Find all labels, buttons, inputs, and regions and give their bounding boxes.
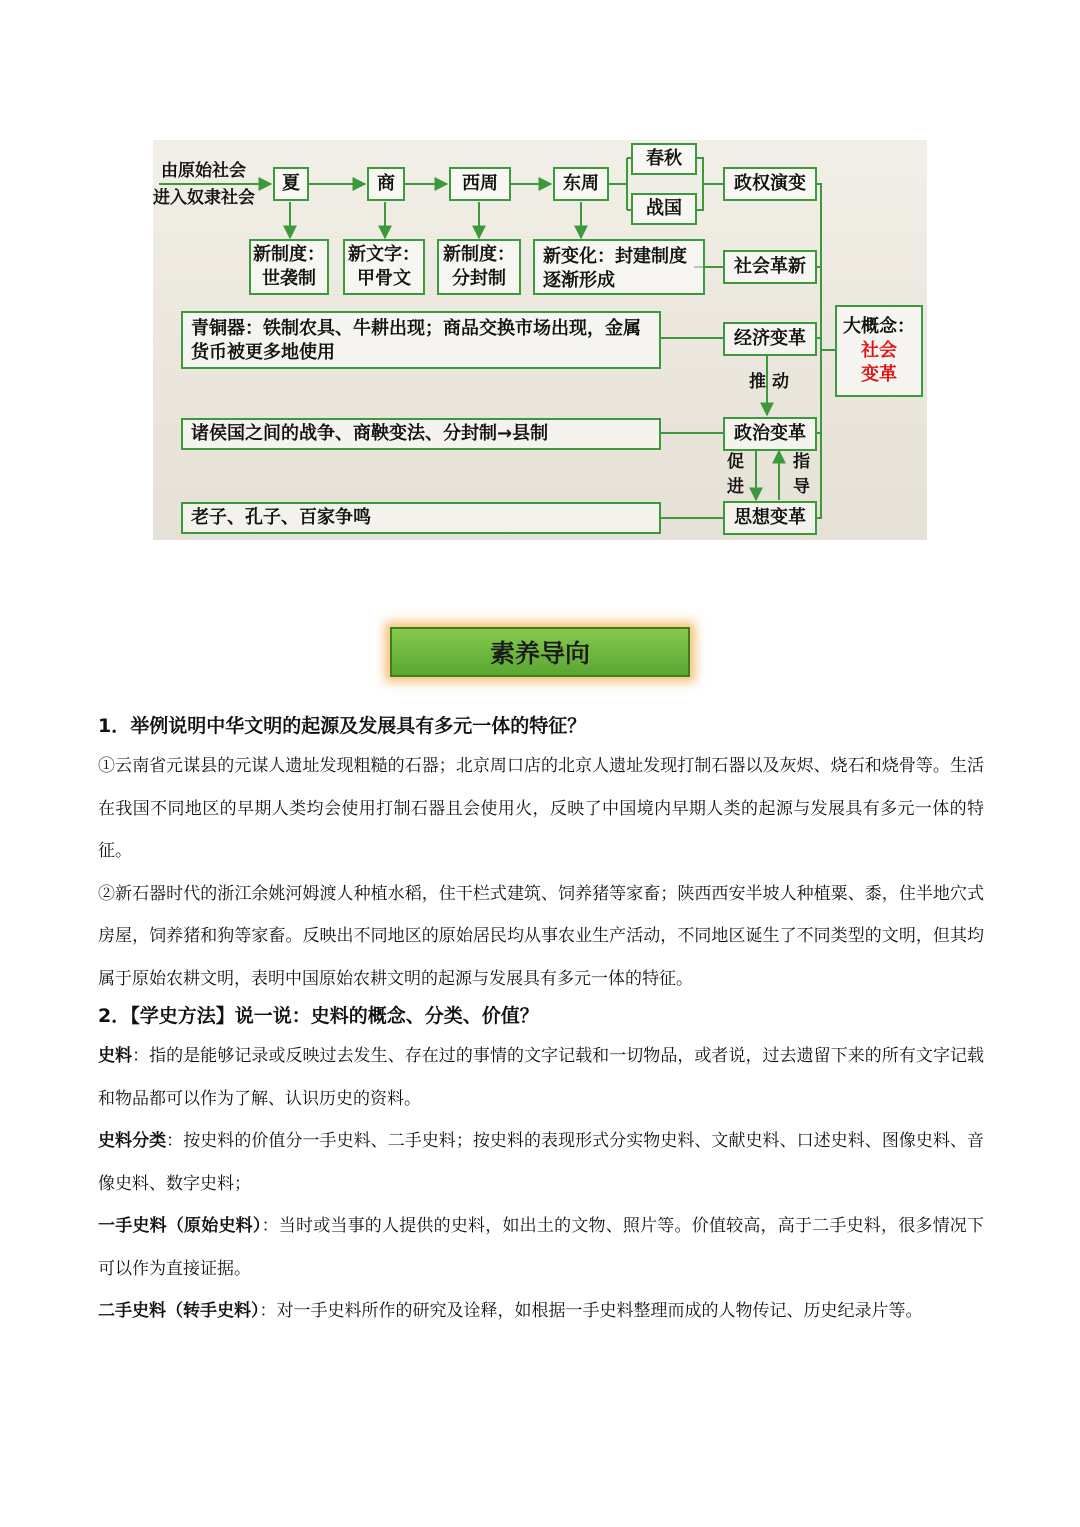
question-2-title: 2．【学史方法】说一说：史料的概念、分类、价值？ <box>98 1005 539 1027</box>
theme-thought-change: 思想变革 <box>723 501 817 535</box>
change-label: 新制度： <box>443 244 515 265</box>
term-separator: ： <box>132 1046 150 1066</box>
theme-political-change: 政治变革 <box>723 417 817 451</box>
big-concept-box <box>835 305 923 397</box>
term-separator: ： <box>261 1216 279 1236</box>
theme-regime-evolution: 政权演变 <box>723 167 817 201</box>
period-zhanguo: 战国 <box>631 193 697 225</box>
big-concept-value-1: 社会 <box>861 340 897 361</box>
start-label-line1: 由原始社会 <box>161 161 246 181</box>
bracket-right <box>697 158 723 210</box>
definition-paragraph <box>98 1290 984 1333</box>
promote-label-1: 促 <box>727 452 744 472</box>
big-concept-value-2: 变革 <box>861 364 897 385</box>
economy-text-box: 青铜器：铁制农具、牛耕出现；商品交换市场出现，金属货币被更多地使用 <box>181 311 661 369</box>
term-text: 当时或当事的人提供的史料，如出土的文物、照片等。价值较高，高于二手史料，很多情况下可以作为直接证据。 <box>98 1216 985 1279</box>
change-label: 新文字： <box>348 244 420 265</box>
dynasty-shang: 商 <box>367 167 405 201</box>
guide-label-1: 指 <box>793 452 810 472</box>
term-label: 史料 <box>98 1046 133 1066</box>
dynasty-xizhou: 西周 <box>449 167 511 201</box>
definition-paragraph <box>98 1205 984 1290</box>
bracket-left <box>609 158 631 210</box>
change-value: 逐渐形成 <box>543 270 615 291</box>
question-1-title: 1．举例说明中华文明的起源及发展具有多元一体的特征？ <box>98 715 587 737</box>
change-value: 甲骨文 <box>357 268 411 289</box>
change-box-xia <box>249 239 329 295</box>
definition-paragraph <box>98 1035 984 1120</box>
change-box-dongzhou <box>533 239 705 295</box>
change-value: 分封制 <box>452 268 506 289</box>
guide-label-2: 导 <box>793 477 810 497</box>
section-title-badge: 素养导向 <box>390 627 690 677</box>
term-label: 二手史料（转手史料） <box>98 1301 260 1321</box>
term-separator: ： <box>259 1301 277 1321</box>
change-label: 新变化：封建制度 <box>543 246 687 267</box>
bracket-big-concept <box>817 184 821 518</box>
politics-text-box: 诸侯国之间的战争、商鞅变法、分封制→县制 <box>181 418 661 450</box>
term-text: 按史料的价值分一手史料、二手史料；按史料的表现形式分实物史料、文献史料、口述史料、图像史料、音像史料、数字史料； <box>98 1131 985 1194</box>
term-text: 指的是能够记录或反映过去发生、存在过的事情的文字记载和一切物品，或者说，过去遗留下来的所有文字记载和物品都可以作为了解、认识历史的资料。 <box>98 1046 985 1109</box>
definition-paragraph <box>98 1120 984 1205</box>
change-box-shang <box>343 239 425 295</box>
dynasty-xia: 夏 <box>273 167 309 201</box>
dynasty-dongzhou: 东周 <box>553 167 609 201</box>
period-chunqiu: 春秋 <box>631 143 697 175</box>
thought-text-box: 老子、孔子、百家争鸣 <box>181 502 661 534</box>
change-box-xizhou <box>437 239 521 295</box>
big-concept-label: 大概念： <box>843 316 915 337</box>
question-1-paragraph-1: ①云南省元谋县的元谋人遗址发现粗糙的石器；北京周口店的北京人遗址发现打制石器以及灰烬、烧石和烧骨等。生活在我国不同地区的早期人类均会使用打制石器且会使用火，反映了中国境内早期人类的起源与发展具有多元一体的特征。 <box>98 756 984 861</box>
start-label-line2: 进入奴隶社会 <box>153 188 255 208</box>
term-text: 对一手史料所作的研究及诠释，如根据一手史料整理而成的人物传记、历史纪录片等。 <box>276 1301 923 1321</box>
content-body <box>98 712 984 1333</box>
term-label: 史料分类 <box>98 1131 167 1151</box>
theme-social-reform: 社会革新 <box>723 250 817 284</box>
change-value: 世袭制 <box>262 268 316 289</box>
concept-map-diagram <box>153 140 927 540</box>
term-separator: ： <box>166 1131 184 1151</box>
promote-label-2: 进 <box>727 477 744 497</box>
theme-economic-change: 经济变革 <box>723 322 817 356</box>
question-1-paragraph-2: ②新石器时代的浙江余姚河姆渡人种植水稻，住干栏式建筑、饲养猪等家畜；陕西西安半坡人种植粟、黍，住半地穴式房屋，饲养猪和狗等家畜。反映出不同地区的原始居民均从事农业生产活动，不同地区诞生了不同类型的文明，但其均属于原始农耕文明，表明中国原始农耕文明的起源与发展具有多元一体的特征。 <box>98 883 984 989</box>
push-label: 推动 <box>749 372 795 392</box>
change-label: 新制度： <box>253 244 325 265</box>
term-label: 一手史料（原始史料） <box>98 1216 262 1236</box>
